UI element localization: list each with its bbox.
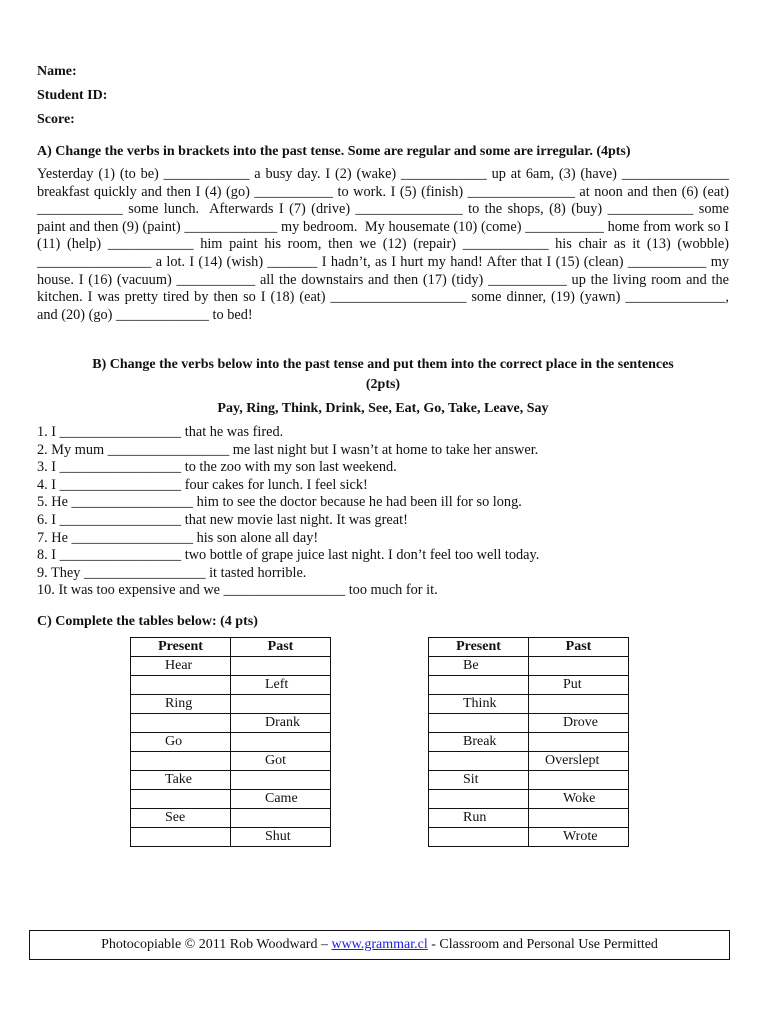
- present-cell[interactable]: [429, 790, 529, 809]
- verb-table-1: [130, 637, 331, 847]
- past-cell[interactable]: [231, 695, 331, 714]
- present-cell[interactable]: Be: [429, 657, 529, 676]
- past-cell[interactable]: [529, 695, 629, 714]
- table-row: [131, 695, 331, 714]
- present-cell[interactable]: [131, 752, 231, 771]
- past-cell[interactable]: Woke: [529, 790, 629, 809]
- score-label: Score:: [37, 112, 75, 127]
- table-row: [429, 657, 629, 676]
- sentence-item: 7. He _________________ his son alone all day!: [37, 529, 319, 546]
- present-cell[interactable]: Sit: [429, 771, 529, 790]
- table-row: [131, 752, 331, 771]
- table-row: [131, 809, 331, 828]
- past-cell[interactable]: [231, 809, 331, 828]
- present-cell[interactable]: Ring: [131, 695, 231, 714]
- past-cell[interactable]: [529, 771, 629, 790]
- student-id-label: Student ID:: [37, 88, 108, 103]
- verb-list: Pay, Ring, Think, Drink, See, Eat, Go, Take, Leave, Say: [217, 401, 549, 416]
- present-cell[interactable]: Think: [429, 695, 529, 714]
- table-row: [131, 771, 331, 790]
- sentence-item: 8. I _________________ two bottle of grape juice last night. I don’t feel too well today.: [37, 547, 540, 564]
- footer-link[interactable]: www.grammar.cl: [331, 937, 428, 952]
- table-row: [429, 790, 629, 809]
- present-cell[interactable]: See: [131, 809, 231, 828]
- table-header-present: Present: [429, 638, 529, 657]
- present-cell[interactable]: [429, 676, 529, 695]
- present-cell[interactable]: Take: [131, 771, 231, 790]
- sentence-item: 6. I _________________ that new movie last night. It was great!: [37, 511, 408, 528]
- present-cell[interactable]: Run: [429, 809, 529, 828]
- table-row: [429, 714, 629, 733]
- section-b-title-line2: (2pts): [365, 377, 401, 392]
- past-cell[interactable]: [231, 733, 331, 752]
- table-row: [429, 828, 629, 847]
- table-row: [429, 771, 629, 790]
- present-cell[interactable]: [429, 828, 529, 847]
- past-cell[interactable]: Wrote: [529, 828, 629, 847]
- verb-table-2: [428, 637, 629, 847]
- table-row: [131, 714, 331, 733]
- past-cell[interactable]: Put: [529, 676, 629, 695]
- sentence-item: 2. My mum _________________ me last night but I wasn’t at home to take her answer.: [37, 441, 539, 458]
- past-cell[interactable]: Got: [231, 752, 331, 771]
- table-row: [131, 733, 331, 752]
- section-a-paragraph: Yesterday (1) (to be) ____________ a busy day. I (2) (wake) ____________ up at 6am, (3) (have) _______________ breakfast quickly and then I (4) (go) ___________ to work. I (5) (finish) _______________ at noon and then (6) (eat) ____________ some lunch. Afterwards I (7) (drive) _______________ to the shops, (8) (buy) ____________ some paint and then (9) (paint) _____________ my bedroom. My housemate (10) (come) ___________ home from work so I (11) (help) ____________ him paint his room, then we (12) (repair) ____________ his chair as it (13) (wobble) ________________ a lot. I (14) (wish) _______ I hadn’t, as I hurt my hand! After that I (15) (clean) ___________ my house. I (16) (vacuum) ___________ all the downstairs and then (17) (tidy) ___________ up the living room and the kitchen. I was pretty tired by then so I (18) (eat) ___________________ some dinner, (19) (yawn) ______________, and (20) (go) _____________ to bed!: [37, 166, 733, 323]
- past-cell[interactable]: [529, 657, 629, 676]
- name-label: Name:: [37, 64, 77, 79]
- past-cell[interactable]: Shut: [231, 828, 331, 847]
- present-cell[interactable]: Break: [429, 733, 529, 752]
- table-row: [429, 676, 629, 695]
- past-cell[interactable]: Left: [231, 676, 331, 695]
- table-row: [131, 828, 331, 847]
- sentence-item: 1. I _________________ that he was fired.: [37, 424, 284, 440]
- past-cell[interactable]: Overslept: [529, 752, 629, 771]
- present-cell[interactable]: [131, 714, 231, 733]
- present-cell[interactable]: Go: [131, 733, 231, 752]
- section-c-title: C) Complete the tables below: (4 pts): [37, 614, 258, 629]
- past-cell[interactable]: [231, 657, 331, 676]
- table-row: [131, 790, 331, 809]
- table-header-past: Past: [529, 638, 629, 657]
- past-cell[interactable]: Came: [231, 790, 331, 809]
- sentence-item: 3. I _________________ to the zoo with my son last weekend.: [37, 459, 397, 476]
- footer-box: [29, 930, 730, 960]
- sentence-item: 5. He _________________ him to see the doctor because he had been ill for so long.: [37, 494, 522, 511]
- section-b-title-line1: B) Change the verbs below into the past tense and put them into the correct place in the sentences: [92, 357, 674, 372]
- present-cell[interactable]: Hear: [131, 657, 231, 676]
- table-row: [429, 752, 629, 771]
- table-header-past: Past: [231, 638, 331, 657]
- footer-prefix: Photocopiable © 2011 Rob Woodward –: [101, 937, 332, 952]
- table-header-present: Present: [131, 638, 231, 657]
- table-row: [429, 695, 629, 714]
- past-cell[interactable]: Drank: [231, 714, 331, 733]
- sentence-list: [37, 424, 539, 600]
- past-cell[interactable]: Drove: [529, 714, 629, 733]
- past-cell[interactable]: [529, 809, 629, 828]
- present-cell[interactable]: [131, 676, 231, 695]
- table-row: [429, 809, 629, 828]
- section-a-title: A) Change the verbs in brackets into the past tense. Some are regular and some are irregular. (4pts): [37, 144, 631, 159]
- past-cell[interactable]: [529, 733, 629, 752]
- present-cell[interactable]: [429, 752, 529, 771]
- sentence-item: 10. It was too expensive and we _________________ too much for it.: [37, 582, 438, 599]
- table-row: [131, 657, 331, 676]
- present-cell[interactable]: [131, 828, 231, 847]
- present-cell[interactable]: [429, 714, 529, 733]
- sentence-item: 9. They _________________ it tasted horrible.: [37, 564, 307, 581]
- past-cell[interactable]: [231, 771, 331, 790]
- sentence-item: 4. I _________________ four cakes for lunch. I feel sick!: [37, 476, 368, 493]
- present-cell[interactable]: [131, 790, 231, 809]
- table-row: [429, 733, 629, 752]
- footer-suffix: - Classroom and Personal Use Permitted: [427, 937, 658, 952]
- table-row: [131, 676, 331, 695]
